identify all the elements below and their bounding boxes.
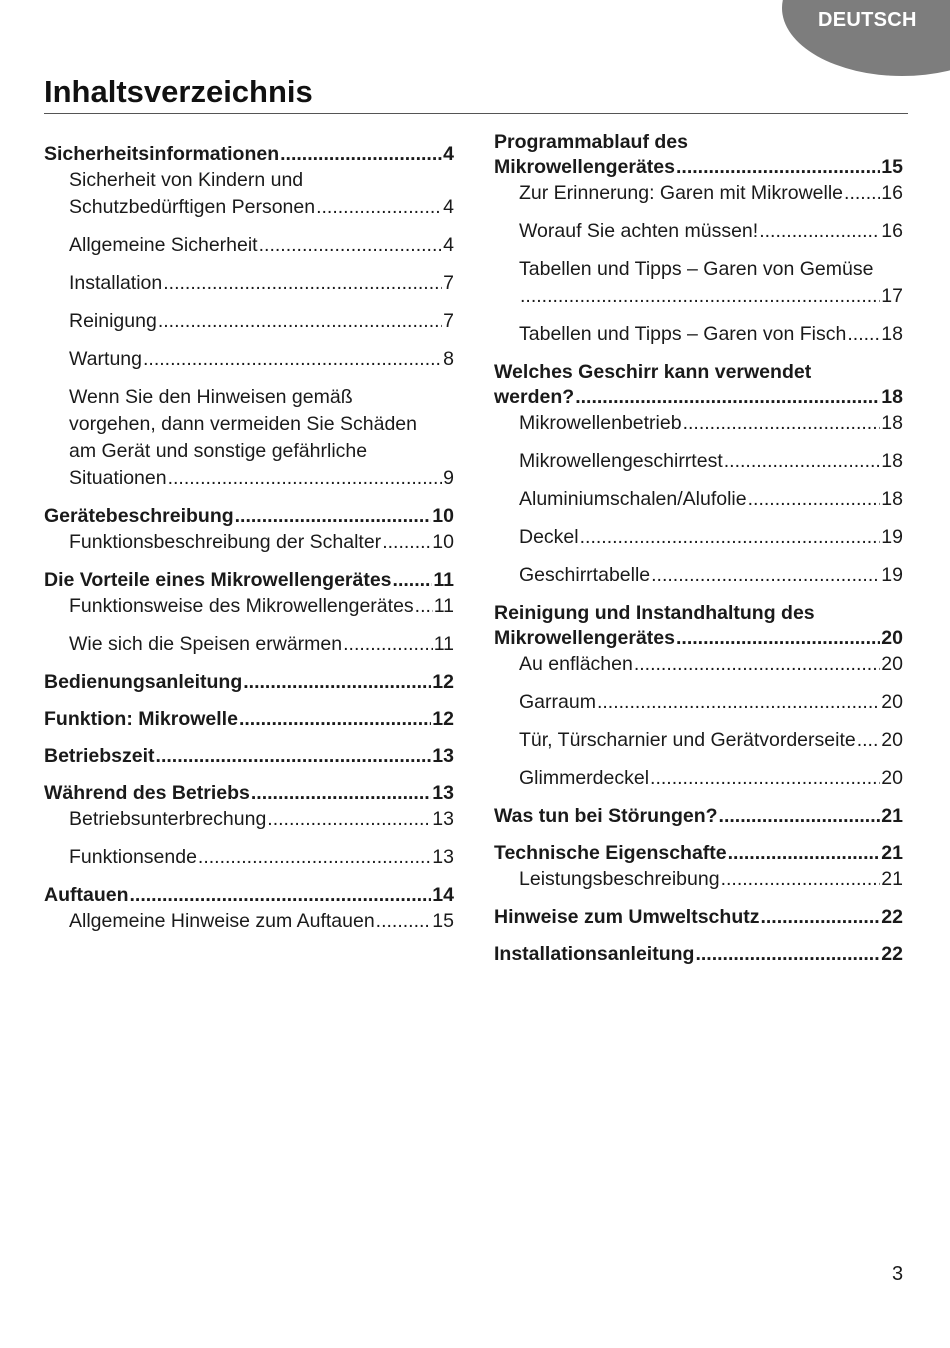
- toc-subentry-label: Zur Erinnerung: Garen mit Mikrowelle: [519, 182, 844, 204]
- dot-leader: [415, 593, 433, 620]
- dot-leader: [748, 486, 881, 513]
- dot-leader: [235, 504, 432, 529]
- toc-subentry-page: 17: [881, 285, 903, 307]
- toc-subentry-link[interactable]: [519, 218, 903, 245]
- toc-subentry-page: 13: [432, 808, 454, 830]
- toc-subentry-page: 9: [443, 467, 454, 489]
- toc-heading-label: Was tun bei Störungen?: [494, 805, 718, 827]
- dot-leader: [759, 218, 880, 245]
- toc-heading-label: Gerätebeschreibung: [44, 505, 234, 527]
- toc-heading-page: 14: [432, 884, 454, 906]
- dot-leader: [651, 562, 880, 589]
- dot-leader: [239, 707, 431, 732]
- toc-heading-entry[interactable]: [494, 942, 903, 967]
- toc-subentry: [44, 308, 454, 335]
- toc-heading-label: Die Vorteile eines Mikrowellengerätes: [44, 569, 392, 591]
- toc-subentry: [44, 844, 454, 871]
- toc-subentry-page: 15: [432, 910, 454, 932]
- toc-subentry-label: Situationen: [69, 467, 167, 489]
- toc-subentry-label: Funktionsbeschreibung der Schalter: [69, 531, 382, 553]
- toc-heading-label: Technische Eigenschafte: [494, 842, 727, 864]
- toc-section: [44, 504, 454, 556]
- toc-section: [494, 905, 903, 930]
- dot-leader: [163, 270, 442, 297]
- toc-subentry-link[interactable]: [519, 486, 903, 513]
- toc-subentry-link[interactable]: [69, 346, 454, 373]
- toc-subentry-page: 19: [881, 526, 903, 548]
- toc-subentry: [494, 218, 903, 245]
- toc-subentry-label: Betriebsunterbrechung: [69, 808, 267, 830]
- toc-subentry-link[interactable]: [519, 562, 903, 589]
- toc-subentry-page: 20: [881, 729, 903, 751]
- toc-section-heading: [494, 841, 903, 866]
- toc-section: [44, 707, 454, 732]
- toc-section: [44, 670, 454, 695]
- toc-subentry-line: am Gerät und sonstige gefährliche: [69, 440, 368, 462]
- toc-subentry: [44, 806, 454, 833]
- toc-section: [44, 781, 454, 871]
- toc-heading-line: Reinigung und Instandhaltung des: [494, 602, 815, 624]
- toc-subentry-page: 21: [881, 868, 903, 890]
- toc-subentry-page: 16: [881, 220, 903, 242]
- dot-leader: [580, 524, 881, 551]
- dot-leader: [728, 841, 881, 866]
- dot-leader: [844, 180, 880, 207]
- dot-leader: [721, 866, 881, 893]
- toc-heading-label: Betriebszeit: [44, 745, 155, 767]
- toc-subentry-link[interactable]: [519, 866, 903, 893]
- toc-subentry-line: Wenn Sie den Hinweisen gemäß: [69, 386, 353, 408]
- dot-leader: [676, 626, 880, 651]
- toc-subentry-link[interactable]: [519, 410, 903, 437]
- toc-subentry-link[interactable]: [519, 765, 903, 792]
- toc-subentry: [44, 384, 454, 492]
- toc-section: [494, 360, 903, 589]
- dot-leader: [280, 142, 442, 167]
- toc-subentry: [494, 321, 903, 348]
- toc-section-heading: [494, 905, 903, 930]
- dot-leader: [724, 448, 881, 475]
- toc-subentry-link[interactable]: [69, 308, 454, 335]
- toc-heading-label: Installationsanleitung: [494, 943, 695, 965]
- toc-subentry-label: Glimmerdeckel: [519, 767, 650, 789]
- toc-section: [494, 841, 903, 893]
- toc-heading-entry[interactable]: [494, 385, 903, 410]
- toc-heading-page: 13: [432, 782, 454, 804]
- dot-leader: [168, 465, 443, 492]
- toc-subentry-label: Garraum: [519, 691, 596, 713]
- toc-subentry-label: Mikrowellengeschirrtest: [519, 450, 723, 472]
- toc-subentry-line: vorgehen, dann vermeiden Sie Schäden: [69, 413, 417, 435]
- page-title: Inhaltsverzeichnis: [44, 74, 313, 109]
- dot-leader: [382, 529, 431, 556]
- toc-section-heading: [44, 707, 454, 732]
- toc-subentry-link[interactable]: [69, 270, 454, 297]
- toc-subentry-link[interactable]: [519, 689, 903, 716]
- toc-subentry-label: Tür, Türscharnier und Gerätvorderseite: [519, 729, 856, 751]
- toc-section-heading: [44, 568, 454, 593]
- toc-subentry-label: Reinigung: [69, 310, 157, 332]
- dot-leader: [597, 689, 880, 716]
- toc-heading-page: 12: [432, 708, 454, 730]
- toc-subentry-page: 20: [881, 691, 903, 713]
- toc-heading-page: 10: [432, 505, 454, 527]
- dot-leader: [156, 744, 432, 769]
- toc-heading-page: 12: [432, 671, 454, 693]
- toc-subentry: [494, 866, 903, 893]
- toc-heading-page: 20: [881, 627, 903, 649]
- toc-subentry-link[interactable]: [69, 593, 454, 620]
- toc-subentry-page: 18: [881, 323, 903, 345]
- toc-heading-label: Auftauen: [44, 884, 129, 906]
- toc-section: [494, 804, 903, 829]
- toc-subentry-page: 7: [443, 272, 454, 294]
- toc-subentry: [494, 410, 903, 437]
- toc-heading-entry[interactable]: [44, 707, 454, 732]
- toc-heading-page: 13: [432, 745, 454, 767]
- dot-leader: [575, 385, 880, 410]
- toc-subentry: [44, 631, 454, 658]
- dot-leader: [267, 806, 431, 833]
- toc-subentry-link[interactable]: [519, 321, 903, 348]
- dot-leader: [650, 765, 880, 792]
- toc-subentry-link[interactable]: [519, 524, 903, 551]
- toc-subentry-link[interactable]: [69, 194, 454, 221]
- toc-section: [44, 744, 454, 769]
- toc-heading-label: Mikrowellengerätes: [494, 156, 675, 178]
- dot-leader: [847, 321, 880, 348]
- toc-heading-entry[interactable]: [494, 626, 903, 651]
- dot-leader: [251, 781, 431, 806]
- toc-subentry-page: 16: [881, 182, 903, 204]
- dot-leader: [676, 155, 880, 180]
- dot-leader: [393, 568, 433, 593]
- toc-section: [494, 601, 903, 792]
- toc-subentry: [44, 529, 454, 556]
- toc-section: [494, 130, 903, 348]
- dot-leader: [143, 346, 442, 373]
- toc-subentry-page: 4: [443, 234, 454, 256]
- toc-heading-entry[interactable]: [44, 670, 454, 695]
- toc-subentry-page: 18: [881, 488, 903, 510]
- toc-heading-label: Hinweise zum Umweltschutz: [494, 906, 760, 928]
- toc-heading-entry[interactable]: [44, 568, 454, 593]
- toc-heading-page: 15: [881, 156, 903, 178]
- toc-subentry-page: 10: [432, 531, 454, 553]
- toc-subentry-page: 8: [443, 348, 454, 370]
- toc-section: [44, 883, 454, 935]
- language-label: DEUTSCH: [818, 9, 917, 31]
- toc-subentry-link[interactable]: [519, 651, 903, 678]
- dot-leader: [695, 942, 880, 967]
- toc-section-heading: [494, 942, 903, 967]
- toc-heading-entry[interactable]: [44, 781, 454, 806]
- toc-subentry-link[interactable]: [519, 283, 903, 310]
- toc-subentry: [44, 270, 454, 297]
- title-divider: [44, 113, 908, 114]
- toc-subentry-label: Au enflächen: [519, 653, 633, 675]
- dot-leader: [198, 844, 431, 871]
- toc-subentry-page: 7: [443, 310, 454, 332]
- toc-subentry-line: Sicherheit von Kindern und: [69, 169, 304, 191]
- toc-heading-page: 22: [881, 943, 903, 965]
- toc-subentry-page: 20: [881, 767, 903, 789]
- toc-subentry-link[interactable]: [519, 727, 903, 754]
- dot-leader: [343, 631, 433, 658]
- toc-subentry-page: 13: [432, 846, 454, 868]
- toc-subentry-label: Deckel: [519, 526, 579, 548]
- toc-section-heading: [494, 130, 903, 180]
- toc-subentry-link[interactable]: [69, 232, 454, 259]
- dot-leader: [316, 194, 442, 221]
- toc-heading-entry[interactable]: [494, 841, 903, 866]
- toc-subentry: [44, 908, 454, 935]
- toc-heading-entry[interactable]: [494, 905, 903, 930]
- toc-section: [44, 568, 454, 658]
- toc-subentry: [494, 486, 903, 513]
- toc-subentry-link[interactable]: [519, 180, 903, 207]
- toc-subentry-label: Leistungsbeschreibung: [519, 868, 720, 890]
- toc-subentry-page: 20: [881, 653, 903, 675]
- toc-subentry-page: 18: [881, 450, 903, 472]
- toc-section-heading: [44, 670, 454, 695]
- toc-heading-entry[interactable]: [44, 744, 454, 769]
- toc-subentry-label: Funktionsende: [69, 846, 197, 868]
- toc-heading-label: Funktion: Mikrowelle: [44, 708, 238, 730]
- toc-heading-page: 18: [881, 386, 903, 408]
- toc-subentry-page: 18: [881, 412, 903, 434]
- toc-heading-line: Programmablauf des: [494, 131, 688, 153]
- toc-subentry-page: 11: [433, 595, 454, 617]
- toc-subentry-link[interactable]: [69, 529, 454, 556]
- toc-subentry-link[interactable]: [69, 844, 454, 871]
- toc-heading-entry[interactable]: [494, 155, 903, 180]
- page-number: 3: [892, 1263, 904, 1285]
- dot-leader: [376, 908, 432, 935]
- toc-heading-page: 21: [881, 842, 903, 864]
- toc-section: [44, 142, 454, 492]
- dot-leader: [130, 883, 432, 908]
- dot-leader: [243, 670, 431, 695]
- toc-subentry-label: Wartung: [69, 348, 142, 370]
- toc-section: [494, 942, 903, 967]
- toc-subentry: [494, 256, 903, 310]
- toc-heading-page: 4: [443, 143, 454, 165]
- toc-left-column: [44, 142, 454, 935]
- toc-subentry-label: Allgemeine Hinweise zum Auftauen: [69, 910, 375, 932]
- toc-heading-page: 11: [433, 569, 454, 591]
- toc-subentry-link[interactable]: [69, 465, 454, 492]
- toc-subentry-page: 19: [881, 564, 903, 586]
- toc-subentry-label: Mikrowellenbetrieb: [519, 412, 682, 434]
- toc-subentry-label: Geschirrtabelle: [519, 564, 651, 586]
- toc-section-heading: [44, 781, 454, 806]
- dot-leader: [760, 905, 880, 930]
- toc-subentry: [44, 232, 454, 259]
- toc-subentry-label: Funktionsweise des Mikrowellengerätes: [69, 595, 414, 617]
- dot-leader: [857, 727, 881, 754]
- dot-leader: [634, 651, 880, 678]
- toc-heading-entry[interactable]: [44, 883, 454, 908]
- toc-subentry-page: 11: [433, 633, 454, 655]
- toc-heading-label: Während des Betriebs: [44, 782, 250, 804]
- toc-subentry: [44, 593, 454, 620]
- toc-section-heading: [44, 142, 454, 167]
- toc-subentry-page: 4: [443, 196, 454, 218]
- toc-subentry: [494, 562, 903, 589]
- toc-subentry: [44, 167, 454, 221]
- dot-leader: [158, 308, 442, 335]
- toc-subentry: [494, 689, 903, 716]
- toc-subentry-link[interactable]: [69, 806, 454, 833]
- toc-subentry-label: Allgemeine Sicherheit: [69, 234, 258, 256]
- toc-heading-page: 21: [881, 805, 903, 827]
- toc-heading-entry[interactable]: [494, 804, 903, 829]
- toc-subentry-link[interactable]: [519, 448, 903, 475]
- toc-subentry: [494, 448, 903, 475]
- toc-subentry-label: Worauf Sie achten müssen!: [519, 220, 759, 242]
- toc-heading-line: Welches Geschirr kann verwendet: [494, 361, 812, 383]
- toc-section-heading: [494, 360, 903, 410]
- toc-section-heading: [44, 504, 454, 529]
- toc-heading-entry[interactable]: [44, 142, 454, 167]
- toc-subentry-label: Installation: [69, 272, 163, 294]
- toc-heading-page: 22: [881, 906, 903, 928]
- toc-subentry-label: Aluminiumschalen/Alufolie: [519, 488, 747, 510]
- dot-leader: [683, 410, 881, 437]
- toc-section-heading: [494, 804, 903, 829]
- dot-leader: [259, 232, 443, 259]
- toc-subentry-label: Wie sich die Speisen erwärmen: [69, 633, 343, 655]
- dot-leader: [520, 283, 880, 310]
- toc-subentry: [494, 651, 903, 678]
- toc-subentry-label: Tabellen und Tipps – Garen von Fisch: [519, 323, 847, 345]
- toc-heading-entry[interactable]: [44, 504, 454, 529]
- toc-subentry-line: Tabellen und Tipps – Garen von Gemüse: [519, 258, 874, 280]
- toc-heading-label: Mikrowellengerätes: [494, 627, 675, 649]
- toc-subentry-link[interactable]: [69, 631, 454, 658]
- dot-leader: [719, 804, 881, 829]
- toc-subentry-link[interactable]: [69, 908, 454, 935]
- toc-subentry: [494, 180, 903, 207]
- toc-subentry: [494, 727, 903, 754]
- toc-section-heading: [494, 601, 903, 651]
- toc-heading-label: werden?: [494, 386, 575, 408]
- toc-subentry-label: Schutzbedürftigen Personen: [69, 196, 316, 218]
- toc-right-column: [494, 130, 903, 967]
- toc-section-heading: [44, 744, 454, 769]
- toc-subentry: [44, 346, 454, 373]
- toc-subentry: [494, 524, 903, 551]
- toc-heading-label: Bedienungsanleitung: [44, 671, 243, 693]
- toc-subentry: [494, 765, 903, 792]
- toc-heading-label: Sicherheitsinformationen: [44, 143, 280, 165]
- toc-section-heading: [44, 883, 454, 908]
